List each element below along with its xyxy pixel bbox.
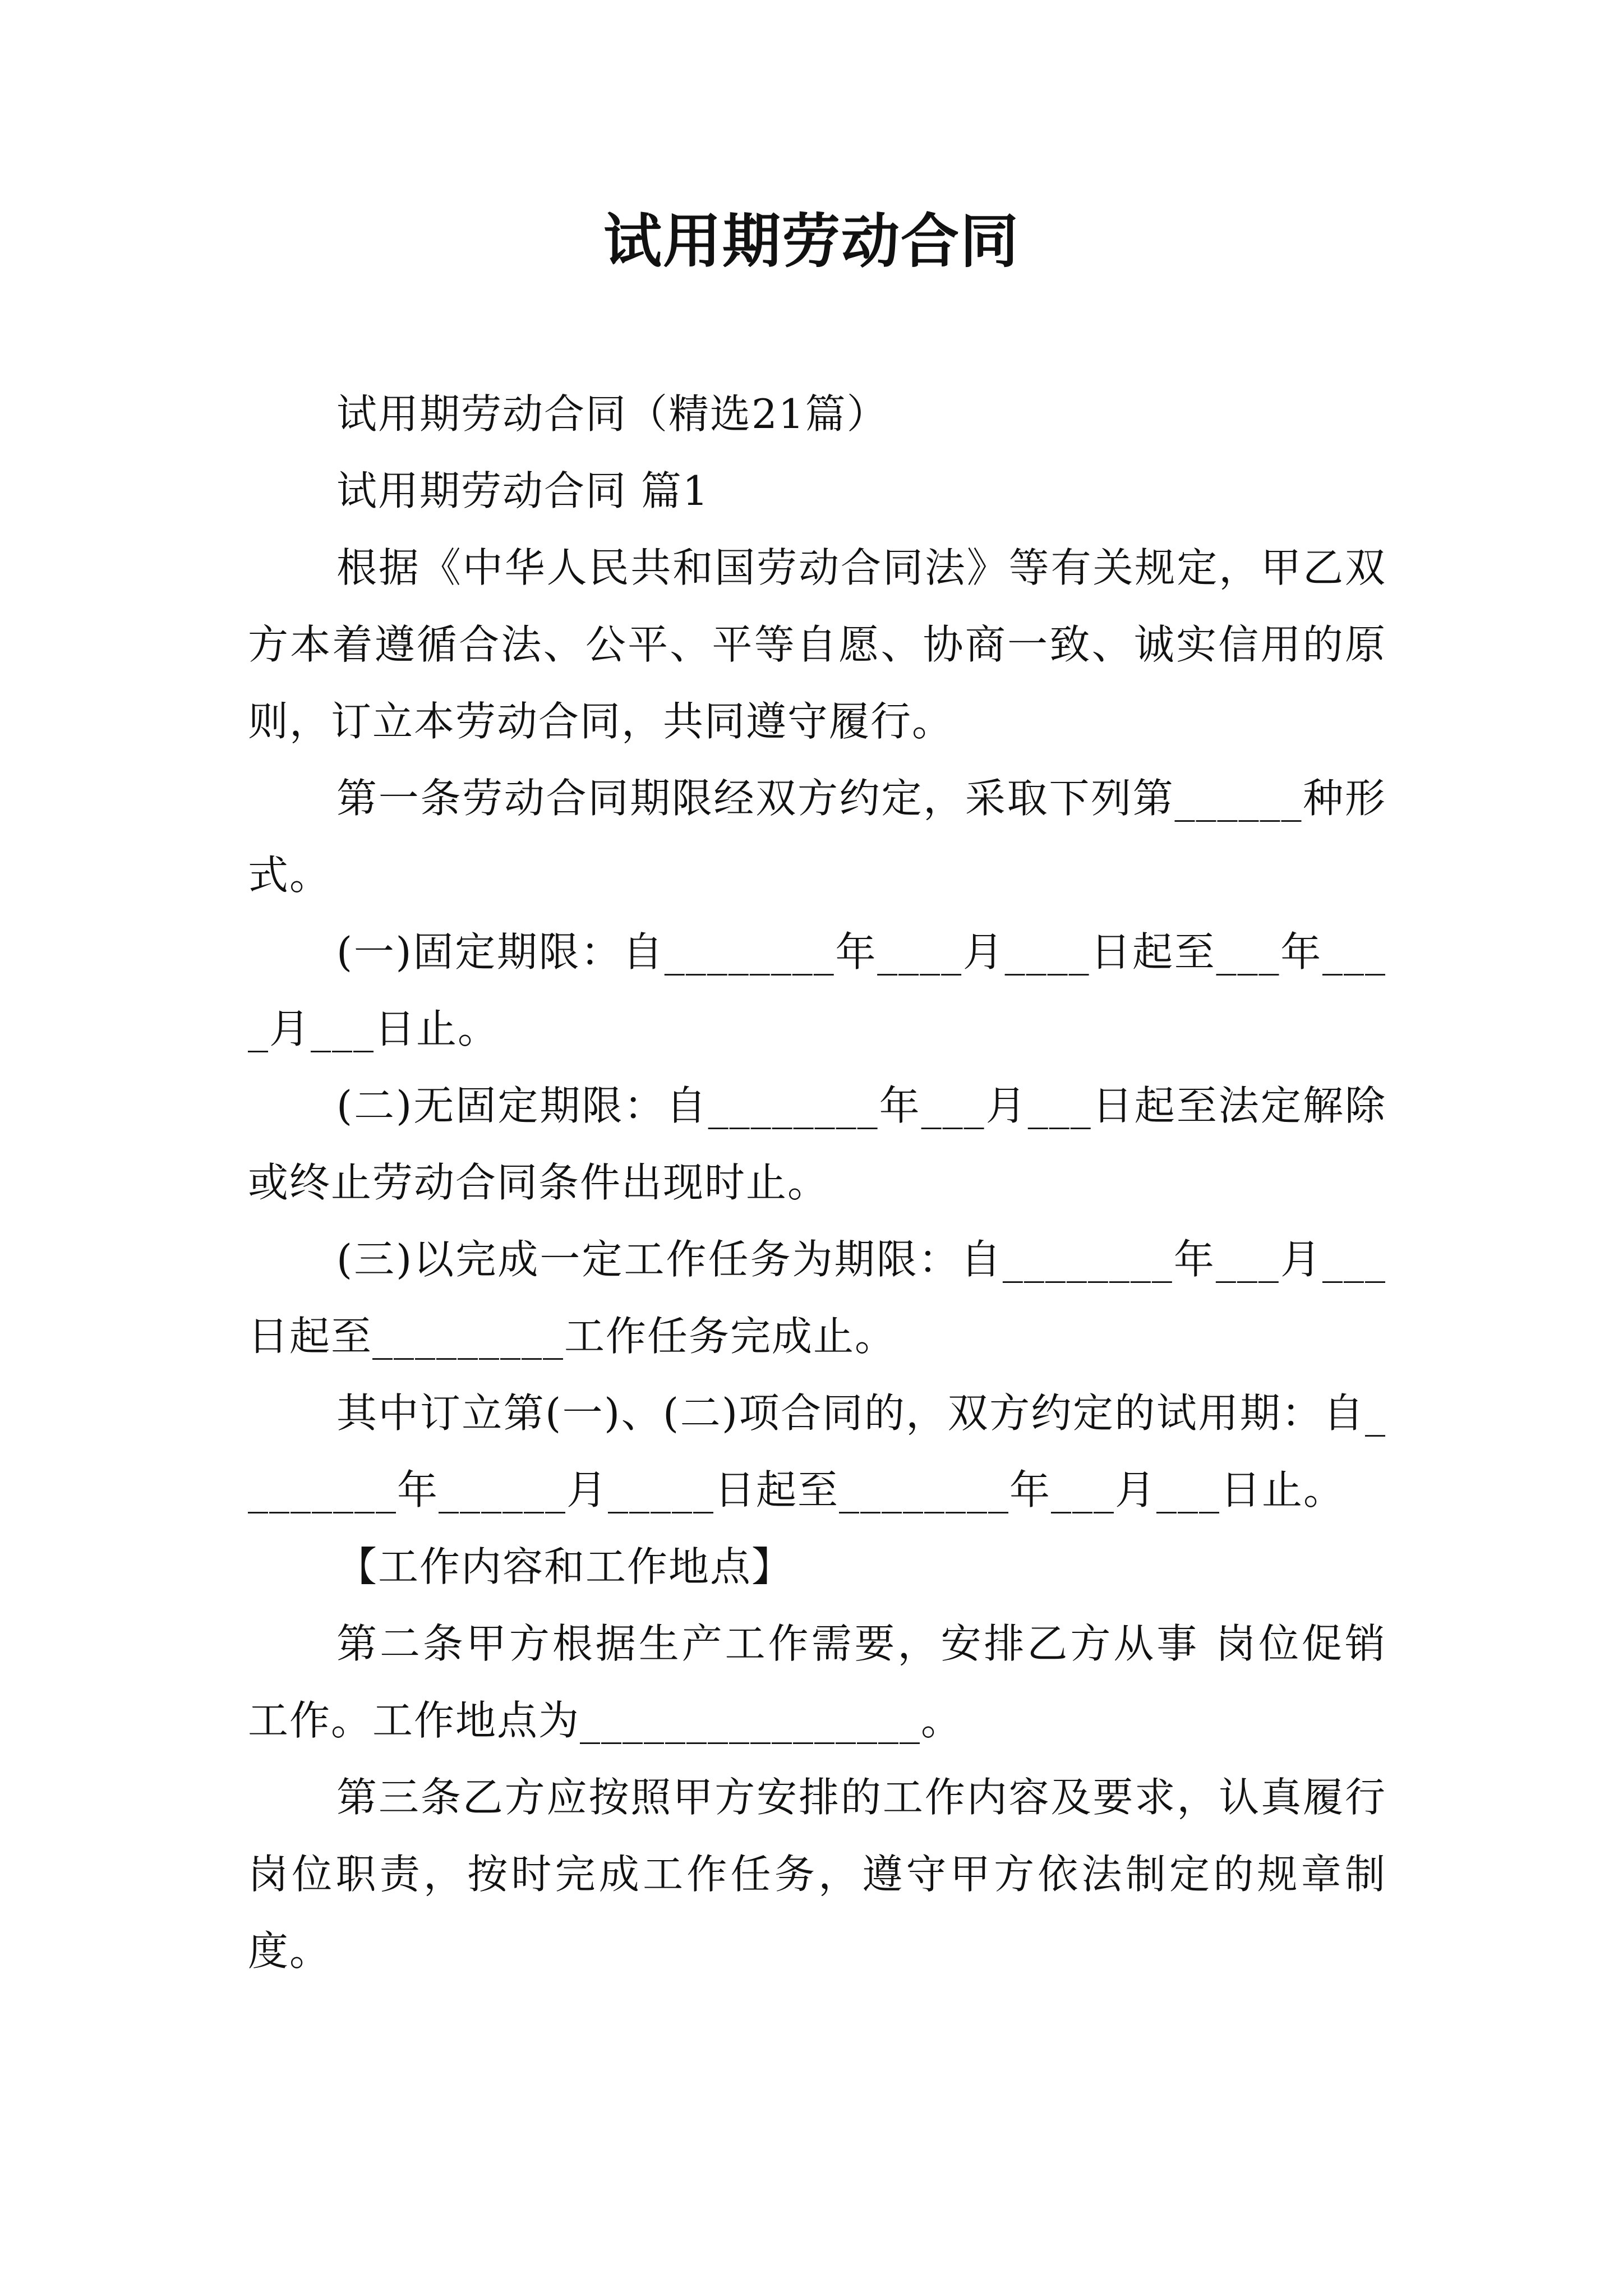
paragraph-probation: 其中订立第(一)、(二)项合同的，双方约定的试用期：自________年______月_____日起至________年___月___日止。: [248, 1389, 1386, 1513]
document-body: [248, 376, 1386, 1990]
paragraph-article-3: 第三条乙方应按照甲方安排的工作内容及要求，认真履行岗位职责，按时完成工作任务，遵守甲方依法制定的规章制度。: [248, 1774, 1386, 1975]
paragraph-task-term: (三)以完成一定工作任务为期限：自________年___月___日起至_________工作任务完成止。: [248, 1236, 1386, 1360]
paragraph-fixed-term: (一)固定期限：自________年____月____日起至___年____月___日止。: [248, 928, 1386, 1052]
paragraph-article-2: 第二条甲方根据生产工作需要，安排乙方从事 岗位促销工作。工作地点为________________。: [248, 1620, 1386, 1744]
section-heading: 试用期劳动合同 篇1: [336, 467, 709, 514]
paragraph-open-term: (二)无固定期限：自________年___月___日起至法定解除或终止劳动合同条件出现时止。: [248, 1082, 1386, 1206]
document-title: 试用期劳动合同: [603, 206, 1020, 275]
paragraph-preamble: 根据《中华人民共和国劳动合同法》等有关规定，甲乙双方本着遵循合法、公平、平等自愿、协商一致、诚实信用的原则，订立本劳动合同，共同遵守履行。: [248, 544, 1386, 745]
paragraph-work-heading: 【工作内容和工作地点】: [336, 1543, 794, 1590]
paragraph-article-1: 第一条劳动合同期限经双方约定，采取下列第______种形式。: [248, 775, 1386, 899]
document-subtitle: 试用期劳动合同（精选21篇）: [336, 390, 888, 438]
